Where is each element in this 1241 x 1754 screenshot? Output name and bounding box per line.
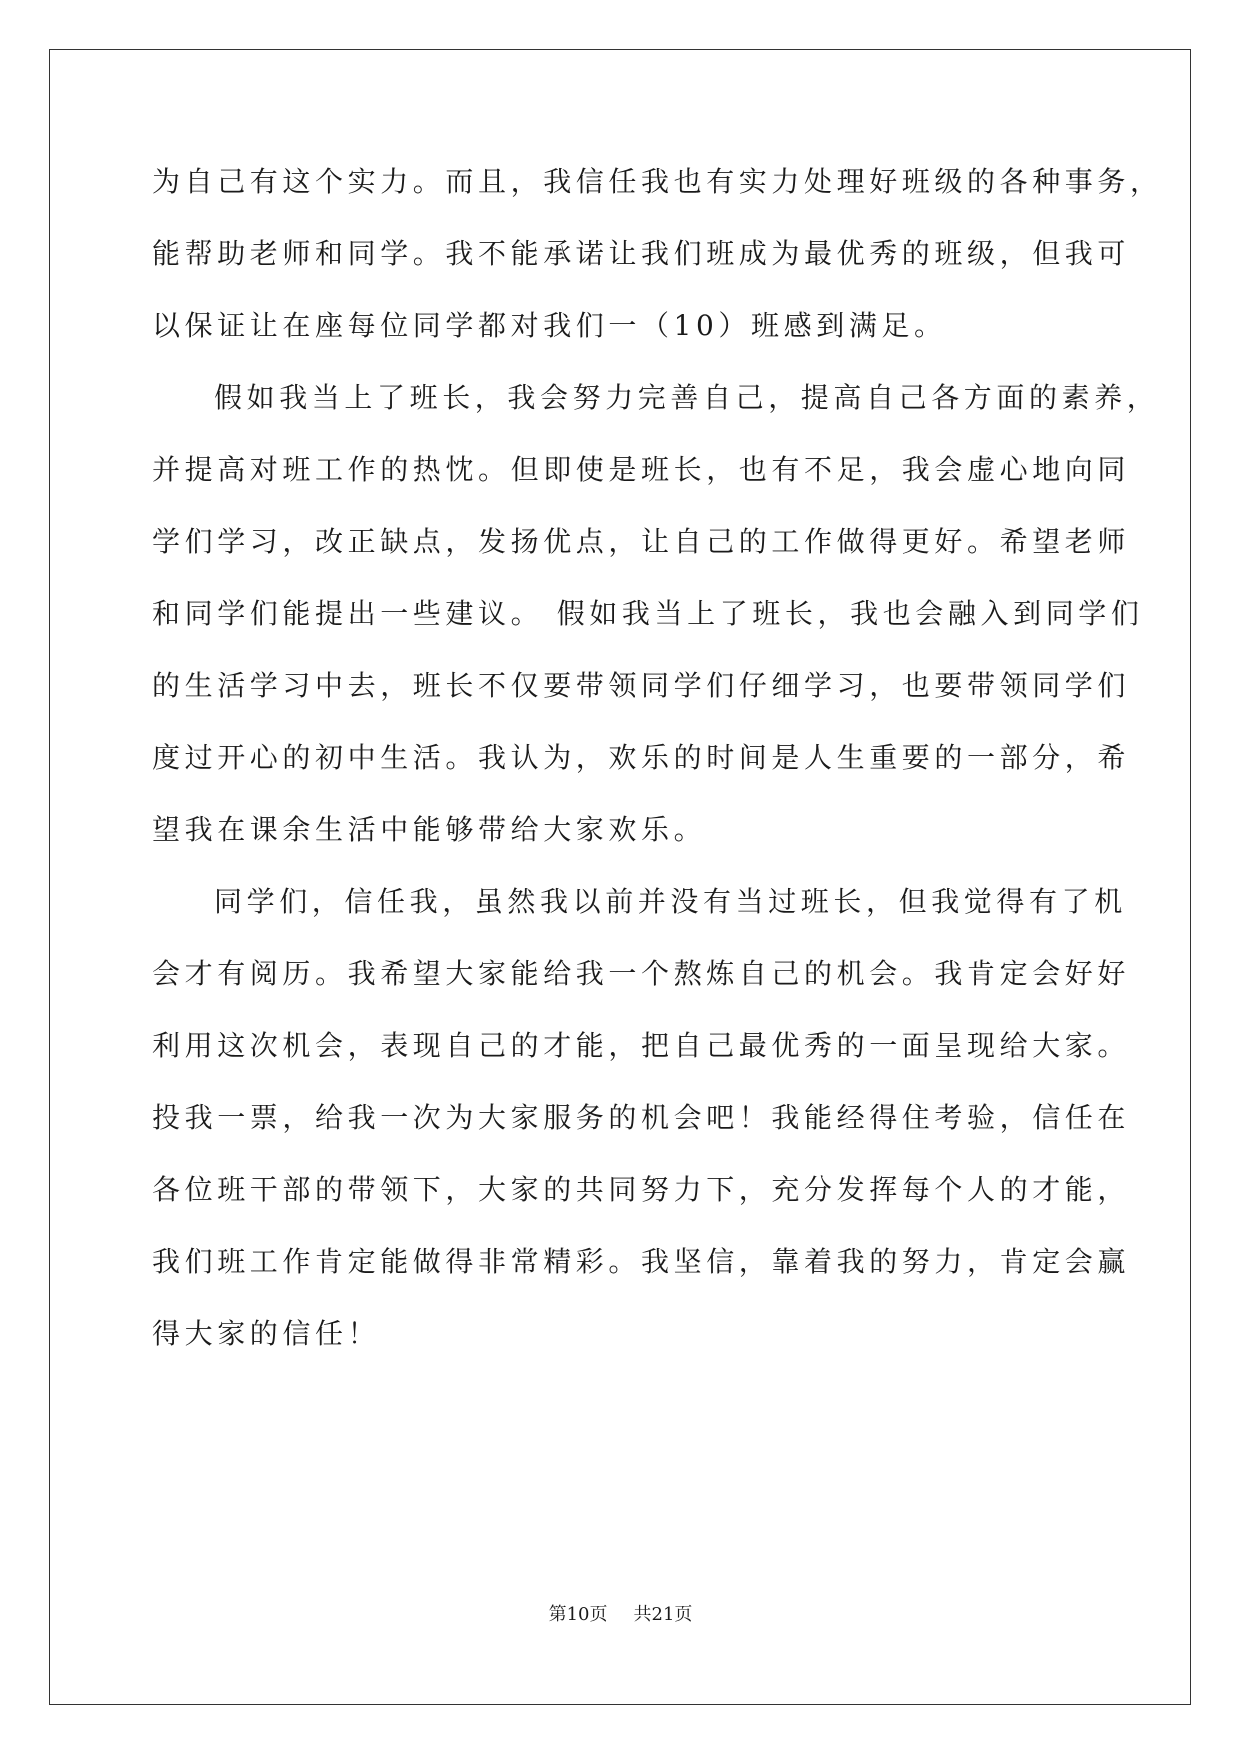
text-line: 得大家的信任！ xyxy=(152,1317,381,1350)
page-border xyxy=(49,49,1191,1705)
text-line: 各位班干部的带领下，大家的共同努力下，充分发挥每个人的才能， xyxy=(152,1173,1131,1206)
text-line: 并提高对班工作的热忱。但即使是班长，也有不足，我会虚心地向同 xyxy=(152,453,1131,486)
text-line: 学们学习，改正缺点，发扬优点，让自己的工作做得更好。希望老师 xyxy=(152,525,1131,558)
paragraph-first-line: 同学们，信任我，虽然我以前并没有当过班长，但我觉得有了机 xyxy=(214,885,1127,918)
paragraph-first-line: 假如我当上了班长，我会努力完善自己，提高自己各方面的素养， xyxy=(214,381,1160,414)
text-line: 能帮助老师和同学。我不能承诺让我们班成为最优秀的班级，但我可 xyxy=(152,237,1131,270)
text-line: 投我一票，给我一次为大家服务的机会吧！我能经得住考验，信任在 xyxy=(152,1101,1131,1134)
text-line: 为自己有这个实力。而且，我信任我也有实力处理好班级的各种事务， xyxy=(152,165,1163,198)
text-line: 的生活学习中去，班长不仅要带领同学们仔细学习，也要带领同学们 xyxy=(152,669,1131,702)
text-line: 望我在课余生活中能够带给大家欢乐。 xyxy=(152,813,707,846)
text-line: 利用这次机会，表现自己的才能，把自己最优秀的一面呈现给大家。 xyxy=(152,1029,1131,1062)
text-line: 会才有阅历。我希望大家能给我一个熬炼自己的机会。我肯定会好好 xyxy=(152,957,1131,990)
total-pages-label: 共21页 xyxy=(633,1604,693,1625)
text-line: 和同学们能提出一些建议。 假如我当上了班长，我也会融入到同学们 xyxy=(152,597,1144,630)
page-number-footer xyxy=(0,1600,1241,1626)
text-line: 以保证让在座每位同学都对我们一（10）班感到满足。 xyxy=(152,309,947,342)
text-line: 我们班工作肯定能做得非常精彩。我坚信，靠着我的努力，肯定会赢 xyxy=(152,1245,1131,1278)
text-line: 度过开心的初中生活。我认为，欢乐的时间是人生重要的一部分，希 xyxy=(152,741,1131,774)
current-page-label: 第10页 xyxy=(548,1604,608,1625)
